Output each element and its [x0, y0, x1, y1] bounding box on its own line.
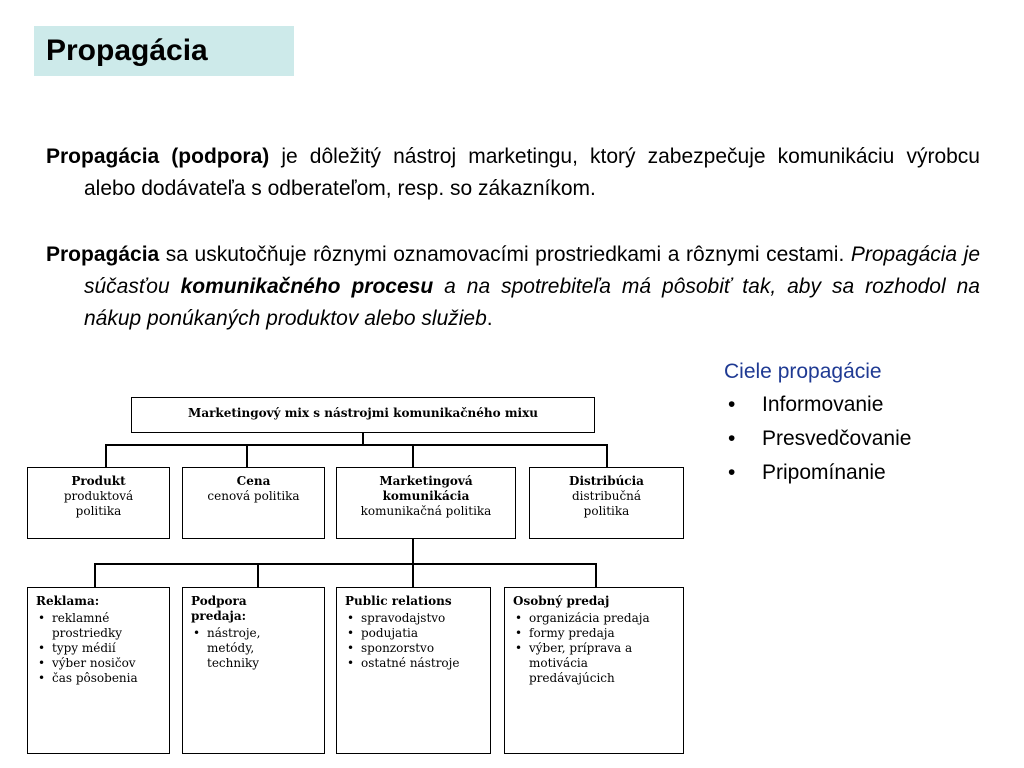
list-item: • nástroje, metódy, techniky — [191, 626, 267, 671]
definition-text: je dôležitý nástroj marketingu, ktorý zabezpečuje komunikáciu výrobcu alebo dodávateľa s odberateľom, resp. so zákazníkom. — [84, 145, 980, 200]
box-head: Public relations — [345, 594, 452, 608]
goal-item — [724, 427, 1004, 451]
connector-line — [412, 444, 414, 467]
term-propagacia: Propagácia — [46, 243, 160, 266]
connector-line — [606, 444, 608, 467]
box-reklama — [27, 587, 170, 754]
box-head: Cena — [236, 474, 271, 488]
goal-label: Pripomínanie — [762, 461, 886, 484]
connector-line — [257, 563, 259, 587]
box-head: Reklama: — [36, 594, 100, 608]
communication-process-term: komunikačného procesu — [180, 275, 434, 298]
box-list — [345, 611, 484, 671]
list-item: • výber nosičov — [36, 656, 163, 671]
box-podpora-predaja — [182, 587, 325, 754]
connector-line — [246, 444, 248, 467]
bullet-icon: • — [728, 393, 736, 416]
list-item: • formy predaja — [513, 626, 677, 641]
goal-item — [724, 393, 1004, 417]
list-item: • spravodajstvo — [345, 611, 484, 626]
bullet-icon: • — [728, 461, 736, 484]
box-list — [513, 611, 677, 686]
connector-line — [94, 563, 596, 565]
connector-line — [412, 563, 414, 587]
list-item: • reklamné prostriedky — [36, 611, 142, 641]
process-text: sa uskutočňuje rôznymi oznamovacími prostriedkami a rôznymi cestami. — [159, 243, 851, 266]
goal-item — [724, 461, 1004, 485]
slide-title: Propagácia — [46, 34, 208, 67]
list-item: • ostatné nástroje — [345, 656, 484, 671]
goals-list — [724, 360, 1004, 495]
box-head: Distribúcia — [569, 474, 644, 488]
process-end: . — [486, 307, 493, 330]
box-list — [36, 611, 163, 686]
goal-label: Informovanie — [762, 393, 884, 416]
box-sub: produktová politika — [63, 489, 134, 518]
box-sub: cenová politika — [207, 489, 300, 503]
paragraph-process — [46, 239, 980, 335]
paragraph-definition — [46, 141, 980, 205]
box-cena — [182, 467, 325, 539]
title-box — [34, 26, 294, 76]
box-sub: distribučná politika — [571, 489, 642, 518]
box-osobny-predaj — [504, 587, 684, 754]
box-public-relations — [336, 587, 491, 754]
list-item: • podujatia — [345, 626, 484, 641]
box-list — [191, 626, 318, 671]
connector-line — [105, 444, 607, 446]
box-distribucia — [529, 467, 684, 539]
box-head: Osobný predaj — [513, 594, 610, 608]
process-italic-text: Propagácia je súčasťou — [84, 243, 981, 298]
goal-label: Presvedčovanie — [762, 427, 912, 450]
list-item: • čas pôsobenia — [36, 671, 163, 686]
goals-title: Ciele propagácie — [724, 360, 882, 383]
list-item: • výber, príprava a motivácia predávajúcich — [513, 641, 639, 686]
box-head: Marketingová komunikácia — [379, 474, 473, 503]
list-item: • typy médií — [36, 641, 163, 656]
box-head: Podpora predaja: — [191, 594, 247, 623]
connector-line — [595, 563, 597, 587]
box-marketingova-komunikacia — [336, 467, 516, 539]
list-item: • organizácia predaja — [513, 611, 677, 626]
diagram-top-box — [131, 397, 595, 433]
process-italic-text-2: a na spotrebiteľa má pôsobiť tak, aby sa rozhodol na nákup ponúkaných produktov alebo služieb — [84, 275, 980, 330]
box-produkt — [27, 467, 170, 539]
term-propagacia-podpora: Propagácia (podpora) — [46, 145, 270, 168]
connector-line — [105, 444, 107, 467]
box-head: Produkt — [71, 474, 126, 488]
connector-line — [94, 563, 96, 587]
diagram-top-label: Marketingový mix s nástrojmi komunikačného mixu — [188, 406, 538, 420]
bullet-icon: • — [728, 427, 736, 450]
connector-line — [362, 432, 364, 444]
connector-line — [412, 539, 414, 563]
list-item: • sponzorstvo — [345, 641, 484, 656]
box-sub: komunikačná politika — [360, 504, 492, 518]
